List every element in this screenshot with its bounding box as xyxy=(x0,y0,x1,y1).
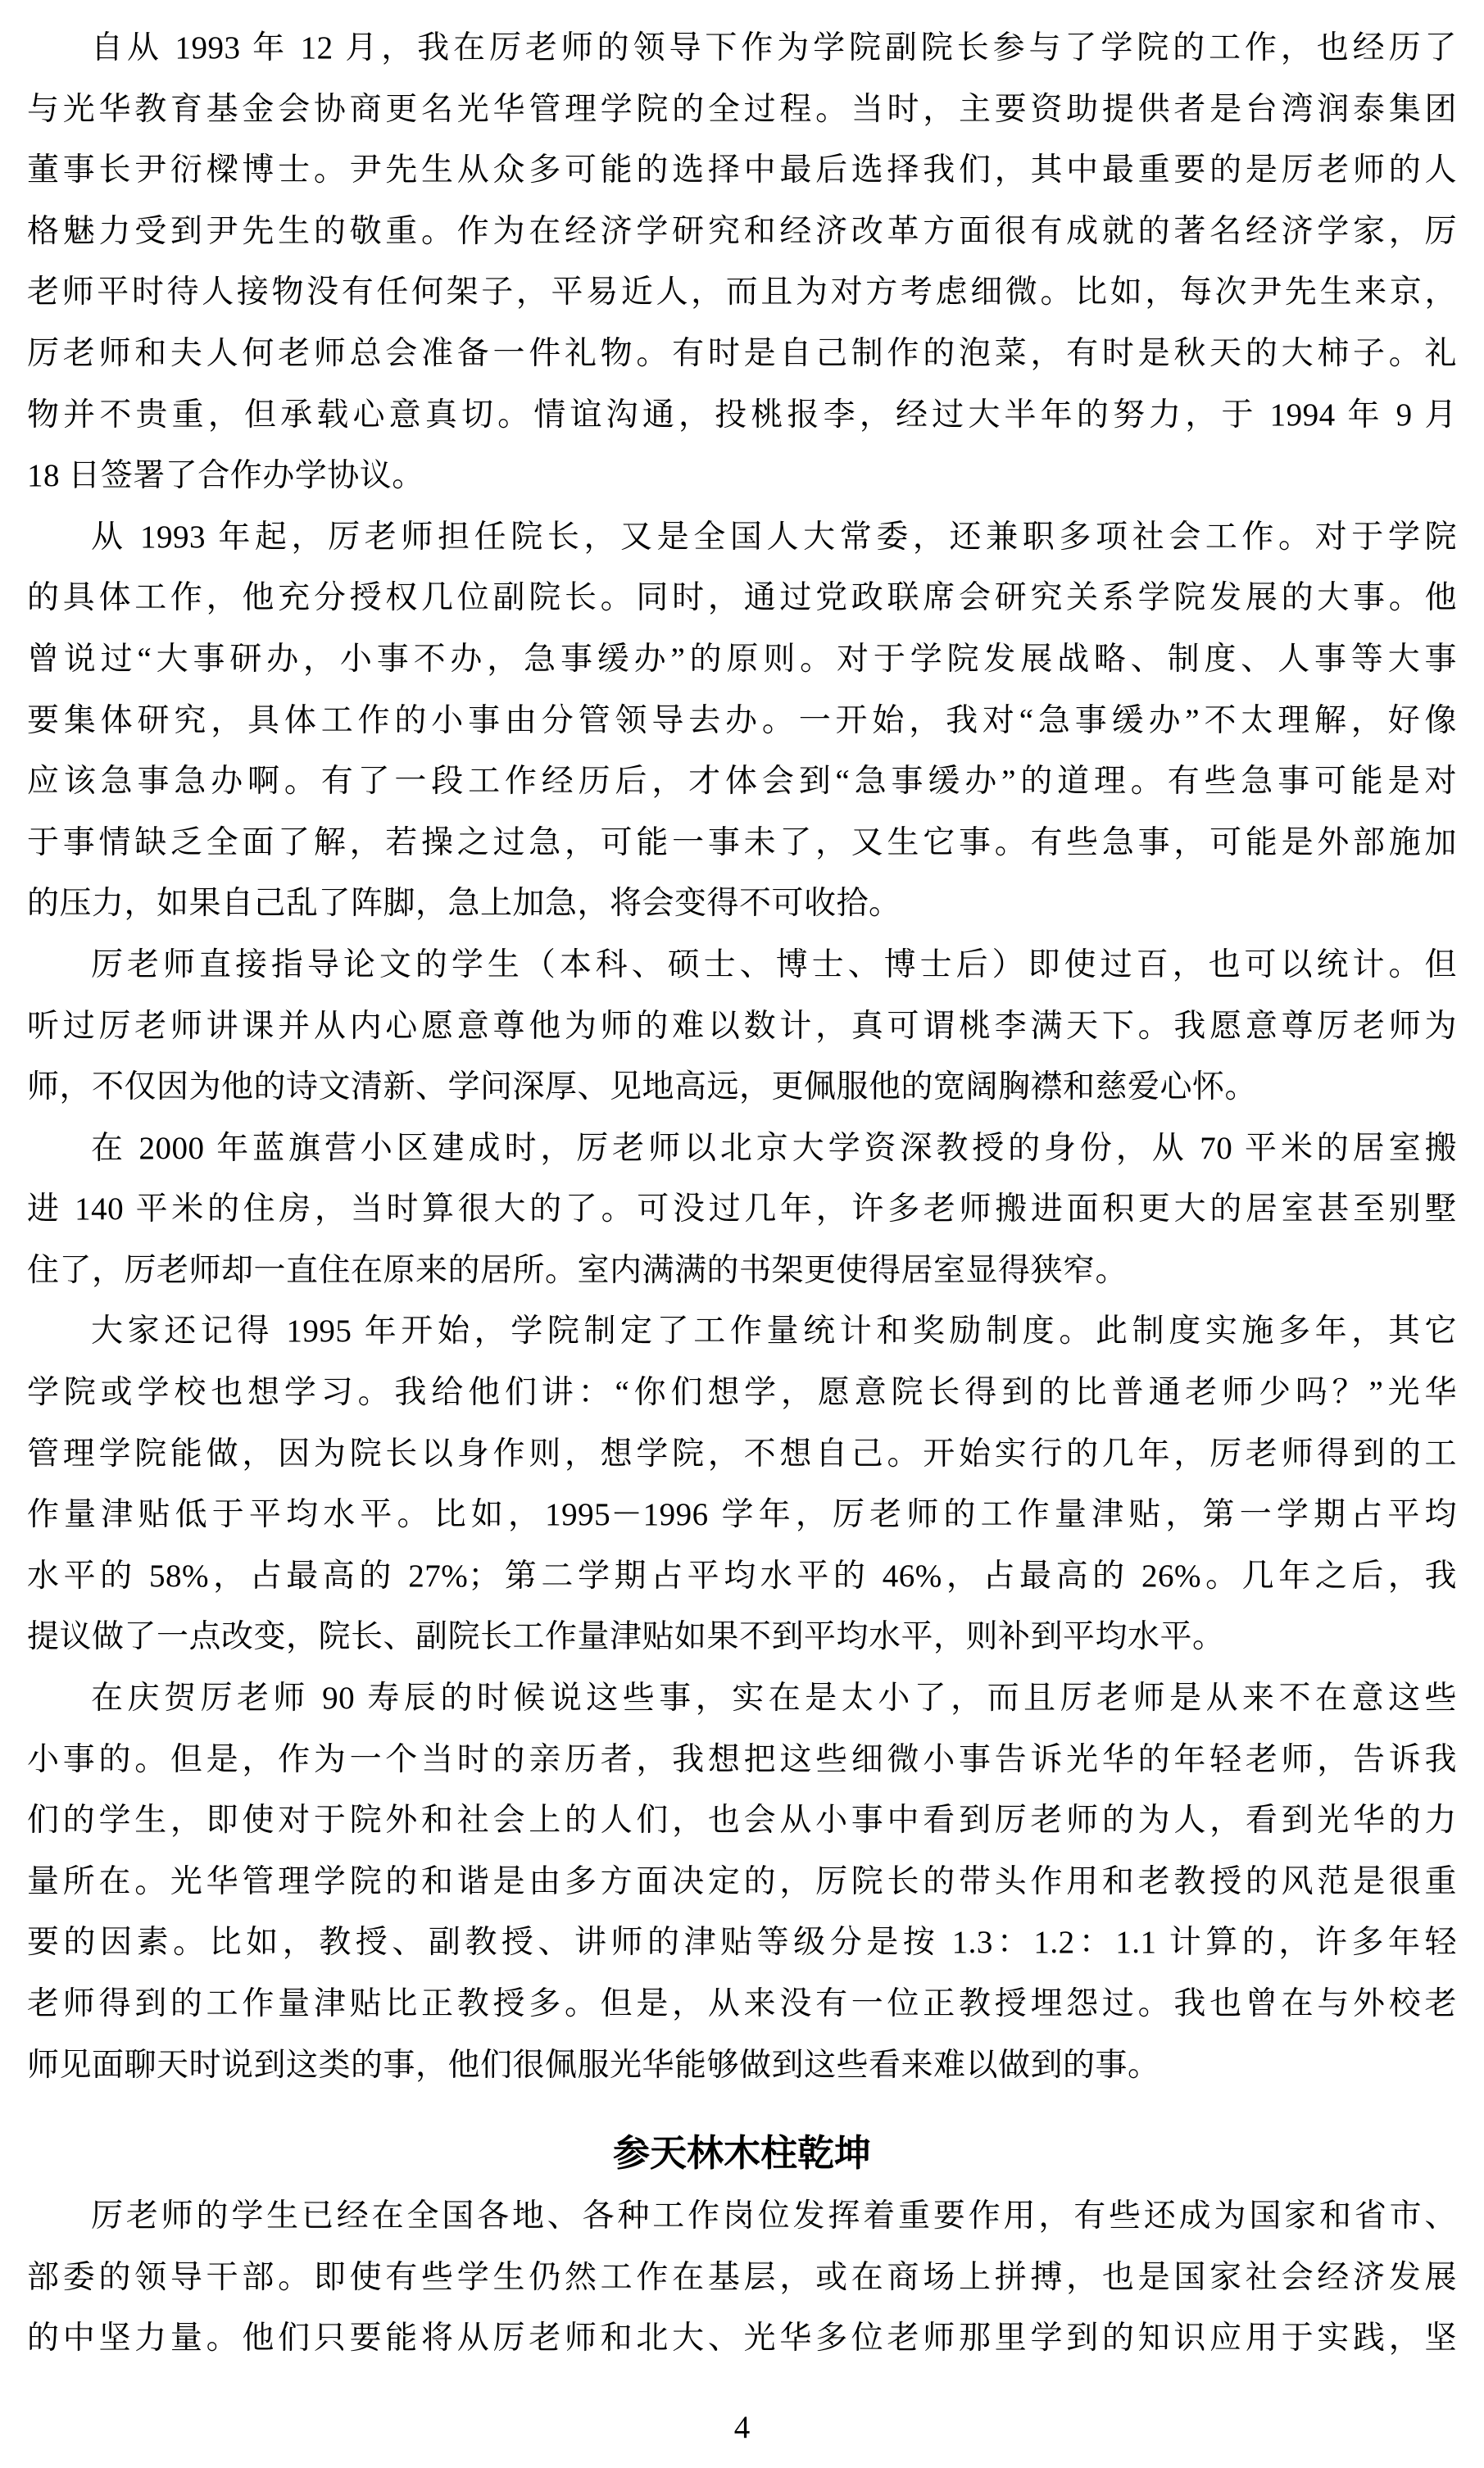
text-line: 要的因素。比如，教授、副教授、讲师的津贴等级分是按 1.3：1.2：1.1 计算的，许多年轻 xyxy=(27,1925,1457,1961)
text-line: 们的学生，即使对于院外和社会上的人们，也会从小事中看到厉老师的为人，看到光华的力 xyxy=(27,1803,1457,1839)
text-line: 厉老师直接指导论文的学生（本科、硕士、博士、博士后）即使过百，也可以统计。但 xyxy=(91,946,1457,982)
text-line: 的具体工作，他充分授权几位副院长。同时，通过党政联席会研究关系学院发展的大事。他 xyxy=(27,580,1457,616)
text-line: 应该急事急办啊。有了一段工作经历后，才体会到“急事缓办”的道理。有些急事可能是对 xyxy=(27,764,1457,800)
paragraph-1 xyxy=(27,18,1457,507)
text-line: 的中坚力量。他们只要能将从厉老师和北大、光华多位老师那里学到的知识应用于实践，坚 xyxy=(27,2321,1457,2357)
page-number: 4 xyxy=(733,2409,751,2445)
text-line: 师，不仅因为他的诗文清新、学问深厚、见地高远，更佩服他的宽阔胸襟和慈爱心怀。 xyxy=(27,1069,1258,1105)
text-line: 从 1993 年起，厉老师担任院长，又是全国人大常委，还兼职多项社会工作。对于学院 xyxy=(91,519,1457,555)
text-line: 厉老师的学生已经在全国各地、各种工作岗位发挥着重要作用，有些还成为国家和省市、 xyxy=(91,2198,1457,2234)
text-line: 听过厉老师讲课并从内心愿意尊他为师的难以数计，真可谓桃李满天下。我愿意尊厉老师为 xyxy=(27,1008,1457,1044)
paragraph-2 xyxy=(27,507,1457,935)
text-line: 量所在。光华管理学院的和谐是由多方面决定的，厉院长的带头作用和老教授的风范是很重 xyxy=(27,1863,1457,1899)
text-line: 学院或学校也想学习。我给他们讲：“你们想学，愿意院长得到的比普通老师少吗？”光华 xyxy=(27,1375,1457,1411)
text-line: 在 2000 年蓝旗营小区建成时，厉老师以北京大学资深教授的身份，从 70 平米的居室搬 xyxy=(91,1130,1457,1166)
text-line: 部委的领导干部。即使有些学生仍然工作在基层，或在商场上拼搏，也是国家社会经济发展 xyxy=(27,2259,1457,2295)
text-line: 提议做了一点改变，院长、副院长工作量津贴如果不到平均水平，则补到平均水平。 xyxy=(27,1619,1225,1655)
text-line: 格魅力受到尹先生的敬重。作为在经济学研究和经济改革方面很有成就的著名经济学家，厉 xyxy=(27,213,1457,249)
text-line: 自从 1993 年 12 月，我在厉老师的领导下作为学院副院长参与了学院的工作，也经历了 xyxy=(91,30,1457,66)
text-line: 水平的 58%，占最高的 27%；第二学期占平均水平的 46%，占最高的 26%。几年之后，我 xyxy=(27,1558,1457,1594)
text-line: 管理学院能做，因为院长以身作则，想学院，不想自己。开始实行的几年，厉老师得到的工 xyxy=(27,1436,1457,1472)
paragraph-6 xyxy=(27,1668,1457,2096)
text-line: 厉老师和夫人何老师总会准备一件礼物。有时是自己制作的泡菜，有时是秋天的大柿子。礼 xyxy=(27,335,1457,371)
text-line: 董事长尹衍樑博士。尹先生从众多可能的选择中最后选择我们，其中最重要的是厉老师的人 xyxy=(27,152,1457,188)
text-line: 住了，厉老师却一直住在原来的居所。室内满满的书架更使得居室显得狭窄。 xyxy=(27,1252,1128,1288)
text-line: 在庆贺厉老师 90 寿辰的时候说这些事，实在是太小了，而且厉老师是从来不在意这些 xyxy=(91,1681,1457,1717)
text-line: 的压力，如果自己乱了阵脚，急上加急，将会变得不可收拾。 xyxy=(27,886,901,922)
text-line: 作量津贴低于平均水平。比如，1995－1996 学年，厉老师的工作量津贴，第一学期占平均 xyxy=(27,1497,1457,1533)
text-line: 进 140 平米的住房，当时算很大的了。可没过几年，许多老师搬进面积更大的居室甚至别墅 xyxy=(27,1191,1457,1227)
text-line: 大家还记得 1995 年开始，学院制定了工作量统计和奖励制度。此制度实施多年，其它 xyxy=(91,1313,1457,1350)
paragraph-4 xyxy=(27,1118,1457,1302)
paragraph-5 xyxy=(27,1301,1457,1668)
text-line: 小事的。但是，作为一个当时的亲历者，我想把这些细微小事告诉光华的年轻老师，告诉我 xyxy=(27,1741,1457,1777)
text-line: 物并不贵重，但承载心意真切。情谊沟通，投桃报李，经过大半年的努力，于 1994 年 9 月 xyxy=(27,397,1457,433)
text-line: 要集体研究，具体工作的小事由分管领导去办。一开始，我对“急事缓办”不太理解，好像 xyxy=(27,702,1457,738)
paragraph-3 xyxy=(27,935,1457,1118)
paragraph-7 xyxy=(27,2186,1457,2370)
text-line: 与光华教育基金会协商更名光华管理学院的全过程。当时，主要资助提供者是台湾润泰集团 xyxy=(27,91,1457,127)
section-heading: 参天林木柱乾坤 xyxy=(612,2133,871,2175)
text-line: 老师平时待人接物没有任何架子，平易近人，而且为对方考虑细微。比如，每次尹先生来京， xyxy=(27,274,1457,311)
text-line: 18 日签署了合作办学协议。 xyxy=(27,458,424,494)
text-line: 师见面聊天时说到这类的事，他们很佩服光华能够做到这些看来难以做到的事。 xyxy=(27,2047,1160,2083)
text-line: 老师得到的工作量津贴比正教授多。但是，从来没有一位正教授埋怨过。我也曾在与外校老 xyxy=(27,1986,1457,2021)
text-line: 曾说过“大事研办，小事不办，急事缓办”的原则。对于学院发展战略、制度、人事等大事 xyxy=(27,641,1457,677)
text-line: 于事情缺乏全面了解，若操之过急，可能一事未了，又生它事。有些急事，可能是外部施加 xyxy=(27,824,1457,860)
